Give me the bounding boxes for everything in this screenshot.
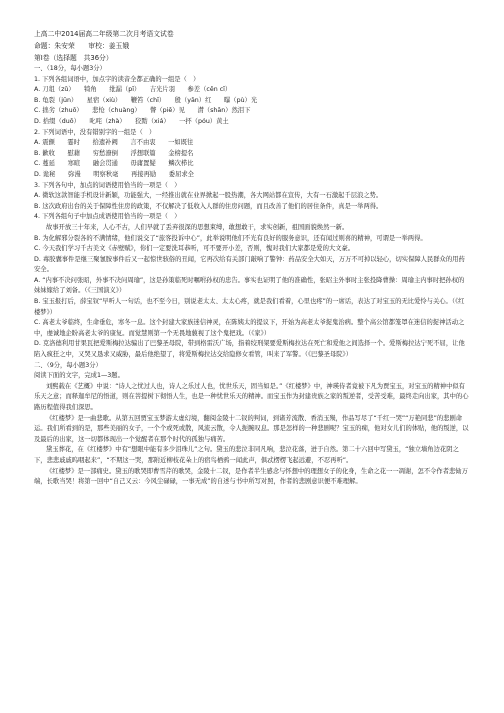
question-4-option-d: D. 毒胶囊事件是继三聚氰胺事件后又一起惊世骇俗的丑闻，它再次给有关部门敲响了警钟：药品安全大如天，万万不可掉以轻心，切实保障人民群众的用药安全。 — [34, 255, 465, 274]
question-4-intro: 故事开放三十年来，人心不古，人们早就了丢弃很深的思想束缚，敢想敢干，求实创新，祖国面貌焕然一新。 — [46, 223, 349, 231]
question-1-option-d: D. 拾缀（duō） 叱咤（zhà） 狡黠（xiá） 一抔（póu）黄土 — [34, 117, 229, 125]
question-3-option-b: B. 这次政府出台的关于保障性住房的政策，不仅解决了低收入人群的住房问题，而且改善了他们的居住条件，真是一举两得。 — [34, 202, 383, 210]
question-3: 3. 下列各句中，加点的词语使用恰当的一项是（ ） — [34, 181, 181, 189]
question-4-option-b: B. 为化解邪分裂各的不满情绪，他们说交了“旅客投诉中心”，此举说明他们不光有良好的服务意识，还有闻过则喜的精神，可谓是一举两得。 — [34, 234, 427, 242]
question-3-option-a: A. 微软这款智能手机设计新颖，功能强大，一经推出就在业界掀起一股热潮，各大网站都在宣传，大有一石激起千层浪之势。 — [34, 192, 383, 200]
title-block — [34, 28, 470, 64]
section-heading-1: 一、（18分，每小题3分） — [34, 65, 106, 72]
question-5-option-b: B. 宝玉报打后，薛宝钗“早听人一句话，也不至今日，别说老太太、太太心疼，就是我们看着，心里也疼”的一席话，表达了对宝玉的无比爱怜与关心。（《红楼梦》） — [34, 298, 465, 316]
question-2: 2. 下列词语中，没有错别字的一组是（ ） — [34, 128, 156, 136]
question-5-option-c: C. 高老太爷临终，生命垂危，寒冬一息。这个封建大家族迷信神灵，在陈姨太的提议下，开始为高老太爷捉鬼治病。整个高公馆都笼罩在迷信的捉神活动之中，虔诚地企盼高老太爷的康复。而觉慧则第一个无畏地藐视了这个鬼把戏。（《家》） — [34, 319, 465, 337]
question-1-option-a: A. 刀俎（zǔ） 犄角 纰漏（pī） 吉光片羽 参差（cēn cī） — [34, 86, 232, 94]
reading-paragraph: 黛玉葬花，在《红楼梦》中有“想眼中能有多少泪珠儿”之句。黛玉的悲泣非同凡响，悲泣花落，迸于自然。第二十六回中写黛玉，“独立墙角边花阴之下，悲悲戚戚呜咽起来”，“不期这一哭，那附近柳枝花朵上的宿鸟栖鸦一闻此声，俱忒楞楞飞起远避，不忍再听”。 — [34, 446, 459, 464]
exam-authors: 命题：朱安荣 审校：姜玉娥 — [34, 42, 130, 50]
question-2-option-b: B. 歉收 慰藉 穷愁潦倒 浮想联篇 金榜提名 — [34, 149, 194, 157]
question-1: 1. 下列各组词语中，加点字的读音全都正确的一组是（ ） — [34, 75, 200, 83]
question-5-option-a: A. “内事不决问张昭，外事不决问周瑜”，这是孙策临死时嘱咐孙权的忠告。事实也证明了他的准确性，张昭主外事时主张投降曹操：周瑜主内事时把孙权的妹妹嫁给了刘备。（《三国演义》） — [34, 276, 465, 295]
question-1-option-c: C. 拙劣（zhuō） 悲怆（chuàng） 瞥（piē）见 潸（shān）然泪下 — [34, 107, 251, 115]
question-2-option-a: A. 震颤 霎时 拾遗补阙 言不由衷 一如既往 — [34, 139, 194, 147]
question-4-option-c: C. 今天我们学习千古美文《赤壁赋》，你们一定要洗耳恭听，可不要开小差，否则，愧对我们大家都是爱的大文豪。 — [34, 245, 355, 253]
reading-paragraph: 刘熙载在《艺概》中说：“诗人之忧过人也，诗人之乐过人也，忧世乐天，固当如是。”《红楼梦》中，神瑛侍者竟被下凡为贾宝玉，对宝玉的精神中似有乐天之意；而释迦牟尼的悟道，则在菩提树下彻悟人生，也是一种忧世乐天的精神。而宝玉作为封建贵族之家的叛逆者，受苦受难，最终走向出家，其中的心路历程值得我们深思。 — [34, 382, 469, 411]
question-4: 4. 下列各组句子中加点成语使用恰当的一项是（ ） — [34, 213, 181, 221]
reading-paragraph: 《红楼梦》是一部痛史。黛玉的歌哭即曹雪芹的歌哭，金陵十二钗，是作者半生感念与怀想中的理想女子的化身，生命之花一一凋谢，怎不令作者悲恸万端，长歌当哭！将第一回中“自己又云：今风尘碌碌，一事无成”的自述与书中所写对照，作者的悲剧意识便不难理解。 — [34, 467, 468, 486]
question-2-option-d: D. 诡秘 弥漫 明察秋毫 再接再励 委屈求全 — [34, 170, 194, 178]
section-heading-2: 二、（9分，每小题3分） — [34, 361, 102, 369]
reading-intro: 阅读下面的文字，完成1—3题。 — [34, 372, 124, 380]
question-2-option-c: C. 蔓延 寒暄 融会贯通 毋庸置疑 鳞次栉比 — [34, 160, 194, 168]
part-heading: 第Ⅰ卷（选择题 共36分） — [34, 54, 113, 62]
reading-paragraph: 《红楼梦》是一曲悲歌。从第五回贾宝玉梦游太虚幻境，翻阅金陵十二钗的判词，到诸芳流散、香消玉殒，作品写尽了“千红一哭”“万艳同悲”的悲剧命运。我们所看到的是，那些美丽的女子，一个个或死或散，风流云散，令人扼腕叹息。那是怎样的一种悲剧呢？宝玉的痴，他对女儿们的体贴，他的叛逆，以及最后的出家，这一切都体现出一个觉醒者在那个时代的孤独与痛苦。 — [34, 414, 469, 443]
exam-title: 上高二中2014届高二年级第二次月考语文试卷 — [34, 30, 174, 38]
question-1-option-b: B. 龟裂（jūn） 星宿（xiù） 鞭笞（chī） 殷（yān）红 曝（pù）光 — [34, 96, 258, 104]
question-5-option-d: D. 克洛德利用甘果瓦把爱斯梅拉达骗出了巴黎圣母院，带到格雷沃广场，指着绞刑架要爱斯梅拉达在死亡和爱他之间选择一个。爱斯梅拉达宁死不屈，让他陷入疯狂之中，又哭又恳求又威胁，最后他绝望了，将爱斯梅拉达交给隐修女看管，叫来了军警。（《巴黎圣母院》） — [34, 340, 465, 359]
